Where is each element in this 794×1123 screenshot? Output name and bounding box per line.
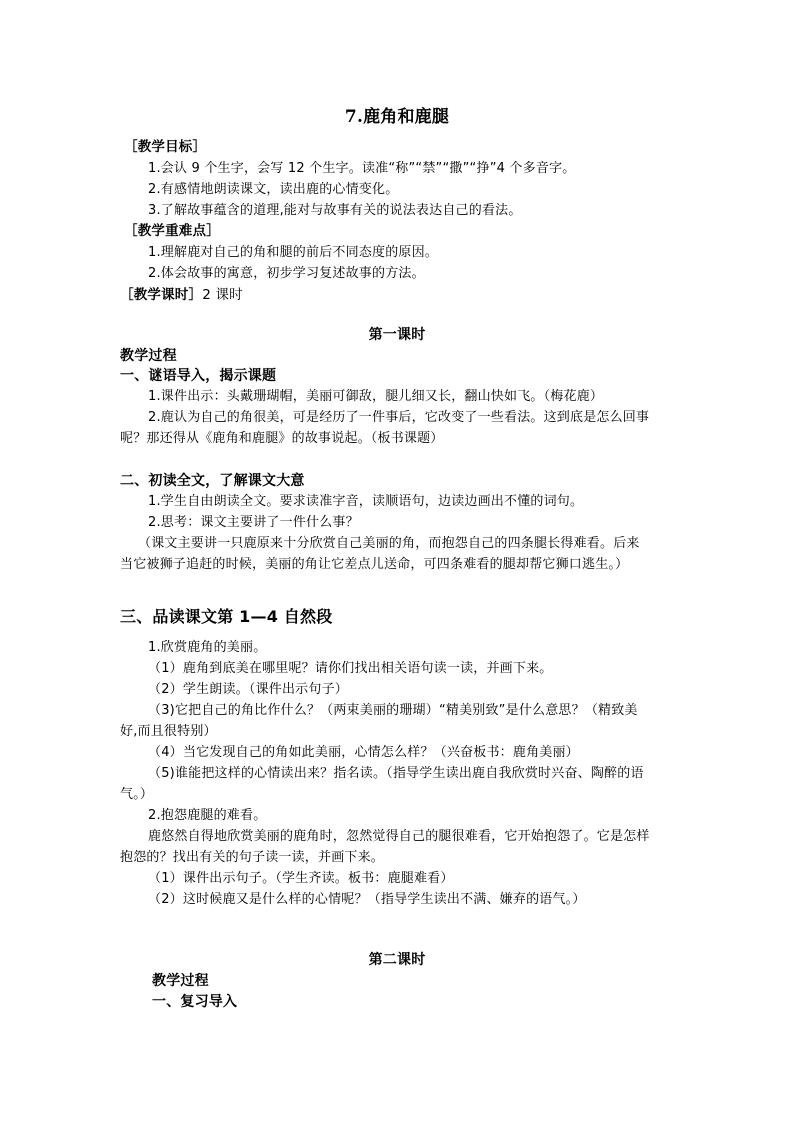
key-point-item: 2.体会故事的寓意，初步学习复述故事的方法。: [148, 266, 425, 281]
part3-heading: 三、品读课文第 1—4 自然段: [120, 607, 333, 626]
hours-label: ［教学课时］: [120, 287, 203, 303]
part2-line: 1.学生自由朗读全文。要求读准字音，读顺语句，边读边画出不懂的词句。: [148, 494, 584, 509]
part1-heading: 一、谜语导入，揭示课题: [120, 368, 277, 384]
lesson1-process: 教学过程: [120, 348, 177, 364]
hours-line: [120, 286, 243, 304]
objective-item: 1.会认 9 个生字，会写 12 个生字。读准“称”“禁”“撒”“挣”4 个多音字。: [148, 161, 576, 176]
part3-line: （2）学生朗读。（课件出示句子）: [148, 682, 348, 697]
part3-line: （3)它把自己的角比作什么？（两束美丽的珊瑚）“精美别致”是什么意思？（精致美: [148, 703, 638, 718]
part3-line: 气。）: [120, 787, 154, 802]
document-title: 7.鹿角和鹿腿: [344, 107, 450, 127]
part2-line: 当它被狮子追赶的时候，美丽的角让它差点儿送命，可四条难看的腿却帮它狮口逃生。）: [120, 557, 629, 572]
part1-line: 1.课件出示：头戴珊瑚帽，美丽可御敌，腿儿细又长，翻山快如飞。（梅花鹿）: [148, 389, 604, 404]
lesson2-heading: 第二课时: [368, 952, 426, 968]
objectives-heading: ［教学目标］: [124, 139, 207, 155]
part3-line: 抱怨的？找出有关的句子读一读，并画下来。: [120, 850, 385, 865]
hours-value: 2 课时: [202, 287, 243, 303]
key-points-heading: ［教学重难点］: [124, 223, 220, 239]
part3-line: 好,而且很特别）: [120, 724, 217, 739]
part3-line: （1）鹿角到底美在哪里呢？请你们找出相关语句读一读，并画下来。: [148, 661, 553, 676]
part3-line: （1）课件出示句子。（学生齐读。板书：鹿腿难看）: [148, 871, 454, 886]
part3-line: （2）这时候鹿又是什么样的心情呢？（指导学生读出不满、嫌弃的语气。）: [148, 892, 586, 907]
part1-line: 呢？那还得从《鹿角和鹿腿》的故事说起。（板书课题）: [120, 431, 444, 446]
part3-line: （5)谁能把这样的心情读出来？指名读。（指导学生读出鹿自我欣赏时兴奋、陶醉的语: [148, 766, 644, 781]
lesson1-heading: 第一课时: [368, 327, 426, 343]
key-point-item: 1.理解鹿对自己的角和腿的前后不同态度的原因。: [148, 245, 439, 260]
part3-line: 2.抱怨鹿腿的难看。: [148, 808, 267, 823]
part2-line: （课文主要讲一只鹿原来十分欣赏自己美丽的角，而抱怨自己的四条腿长得难看。后来: [138, 536, 640, 551]
lesson2-part1-heading: 一、复习导入: [152, 994, 238, 1010]
part2-line: 2.思考：课文主要讲了一件什么事？: [148, 515, 359, 530]
lesson2-process: 教学过程: [152, 973, 209, 989]
objective-item: 2.有感情地朗读课文，读出鹿的心情变化。: [148, 182, 399, 197]
part3-line: 鹿悠然自得地欣赏美丽的鹿角时，忽然觉得自己的腿很难看，它开始抱怨了。它是怎样: [148, 829, 650, 844]
part3-line: （4）当它发现自己的角如此美丽，心情怎么样？（兴奋板书：鹿角美丽）: [148, 745, 579, 760]
part3-line: 1.欣赏鹿角的美丽。: [148, 640, 267, 655]
part2-heading: 二、初读全文，了解课文大意: [120, 473, 305, 489]
part1-line: 2.鹿认为自己的角很美，可是经历了一件事后，它改变了一些看法。这到底是怎么回事: [148, 410, 650, 425]
objective-item: 3.了解故事蕴含的道理,能对与故事有关的说法表达自己的看法。: [148, 203, 522, 218]
